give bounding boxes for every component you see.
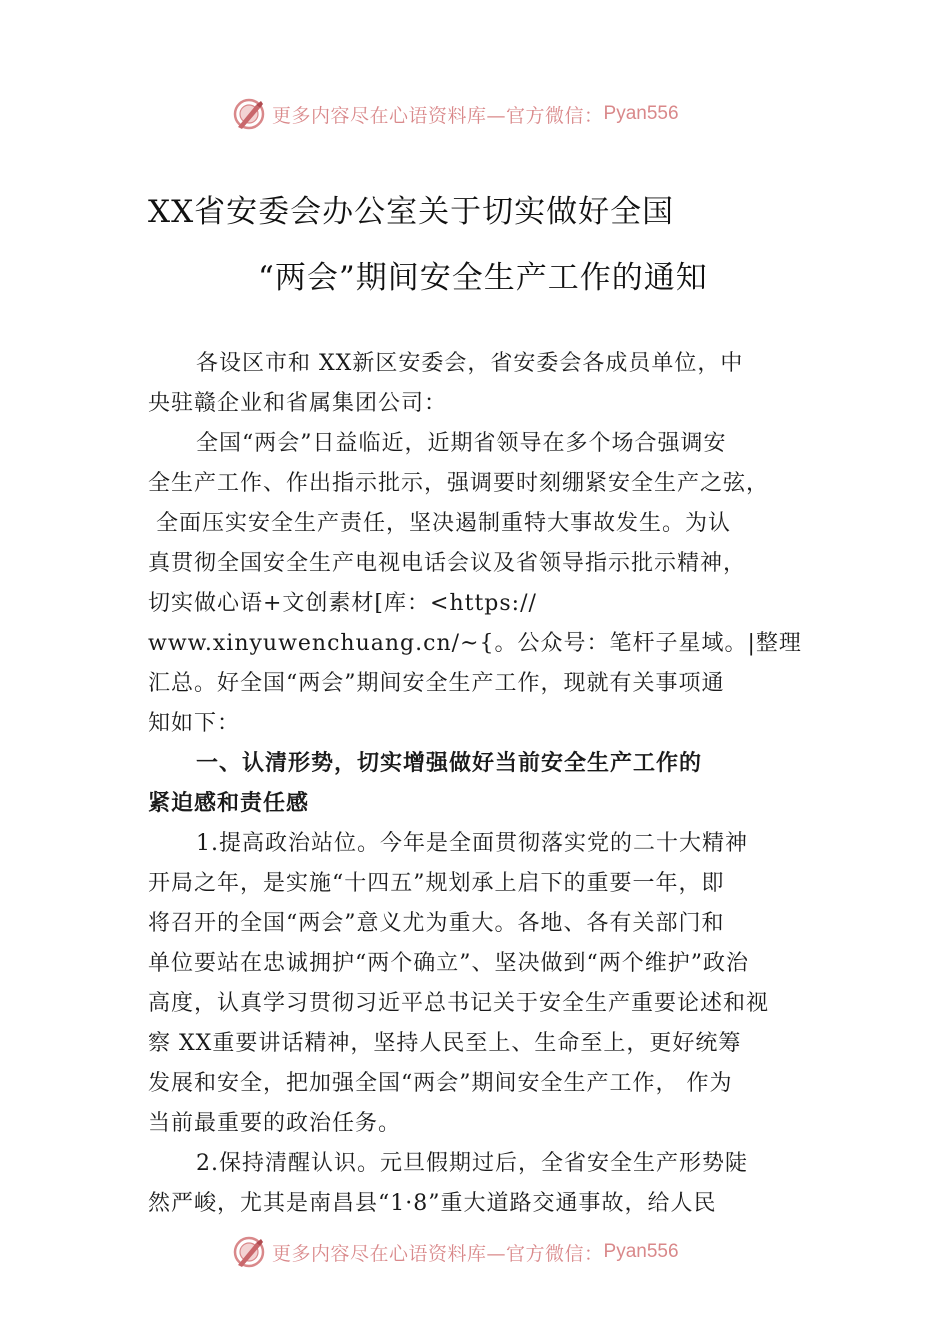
pen-logo-icon: [232, 97, 266, 131]
header-watermark-banner: [232, 96, 679, 132]
banner-wechat-id: Pyan556: [603, 1241, 679, 1262]
paragraph-line: 察 XX重要讲话精神，坚持人民至上、生命至上，更好统筹: [148, 1031, 742, 1056]
salutation-line: 各设区市和 XX新区安委会，省安委会各成员单位，中: [196, 351, 744, 376]
document-title-line-1: XX省安委会办公室关于切实做好全国: [148, 194, 675, 230]
paragraph-line: 当前最重要的政治任务。: [148, 1111, 402, 1136]
paragraph-line: 高度，认真学习贯彻习近平总书记关于安全生产重要论述和视: [148, 991, 770, 1016]
document-body: [148, 344, 818, 1224]
intro-line: 切实做心语+文创素材[库：<https://: [148, 591, 537, 616]
document-title-line-2: “两会”期间安全生产工作的通知: [258, 260, 708, 296]
intro-line: 全国“两会”日益临近，近期省领导在多个场合强调安: [196, 431, 727, 456]
paragraph-line: 单位要站在忠诚拥护“两个确立”、坚决做到“两个维护”政治: [148, 951, 749, 976]
intro-line: 知如下：: [148, 711, 241, 736]
banner-wechat-id: Pyan556: [603, 103, 679, 124]
paragraph-line: 然严峻，尤其是南昌县“1·8”重大道路交通事故，给人民: [148, 1191, 717, 1216]
paragraph-line: 将召开的全国“两会”意义尤为重大。各地、各有关部门和: [148, 911, 725, 936]
paragraph-line: 开局之年，是实施“十四五”规划承上启下的重要一年，即: [148, 871, 725, 896]
intro-line: 真贯彻全国安全生产电视电话会议及省领导指示批示精神，: [148, 551, 747, 576]
pen-logo-icon: [232, 1235, 266, 1269]
paragraph-line: 1.提高政治站位。今年是全面贯彻落实党的二十大精神: [196, 831, 748, 856]
intro-line: 汇总。好全国“两会”期间安全生产工作，现就有关事项通: [148, 671, 725, 696]
paragraph-line: 2.保持清醒认识。元旦假期过后，全省安全生产形势陡: [196, 1151, 748, 1176]
banner-text: 更多内容尽在心语资料库—官方微信：: [272, 104, 604, 127]
salutation-line: 央驻赣企业和省属集团公司：: [148, 391, 448, 416]
section-heading: 一、认清形势，切实增强做好当前安全生产工作的: [196, 751, 703, 776]
intro-line: 全面压实安全生产责任，坚决遏制重特大事故发生。为认: [148, 511, 731, 536]
section-heading: 紧迫感和责任感: [148, 791, 310, 816]
intro-line: www.xinyuwenchuang.cn/~{。公众号：笔杆子星域。|整理: [148, 631, 802, 656]
banner-text: 更多内容尽在心语资料库—官方微信：: [272, 1242, 604, 1265]
paragraph-line: 发展和安全，把加强全国“两会”期间安全生产工作， 作为: [148, 1071, 733, 1096]
footer-watermark-banner: [232, 1234, 679, 1270]
intro-line: 全生产工作、作出指示批示，强调要时刻绷紧安全生产之弦，: [148, 471, 770, 496]
